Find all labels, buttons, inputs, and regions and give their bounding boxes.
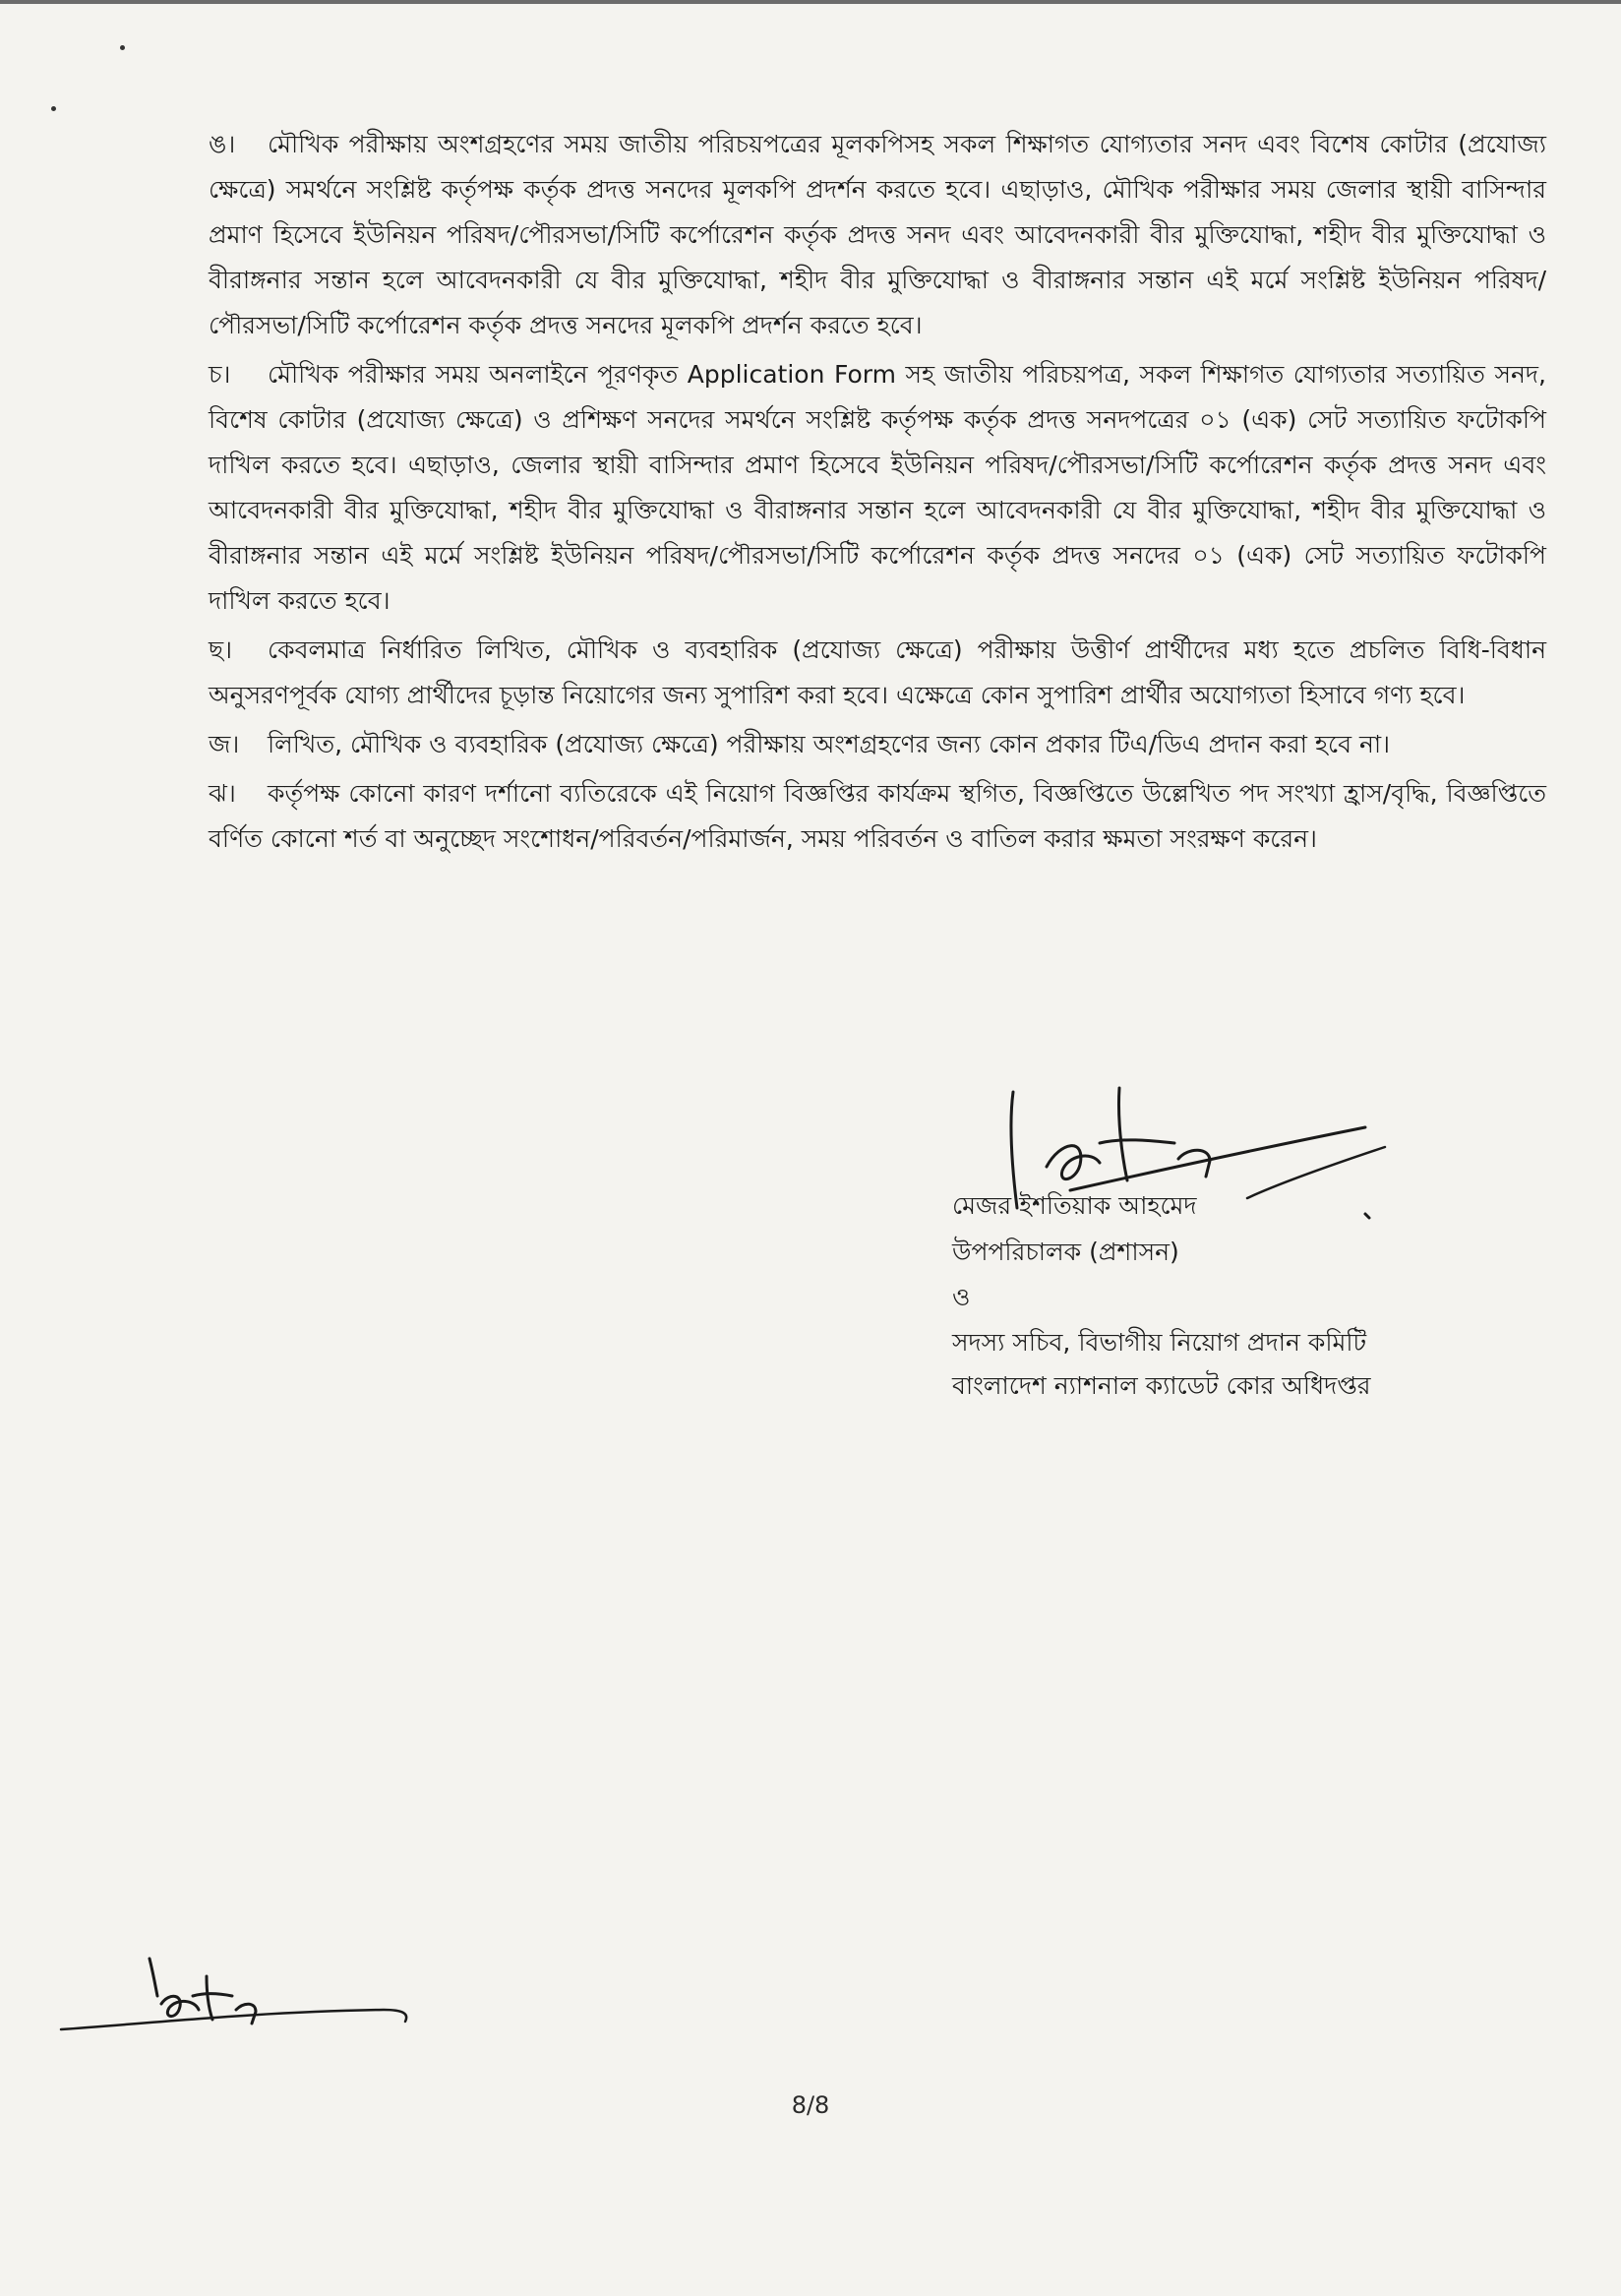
clause-jha — [209, 771, 1546, 862]
clause-chha — [209, 628, 1546, 718]
signatory-designation: উপপরিচালক (প্রশাসন) — [952, 1238, 1179, 1266]
clause-marker: ঝ। — [209, 779, 236, 808]
page-number: 8/8 — [791, 2091, 830, 2119]
initials-signature — [59, 1953, 433, 2061]
signatory-conjunction: ও — [952, 1283, 971, 1311]
signatory-name: মেজর ইশতিয়াক আহমেদ — [952, 1191, 1197, 1220]
clause-text: মৌখিক পরীক্ষার সময় অনলাইনে পূরণকৃত Application Form সহ জাতীয় পরিচয়পত্র, সকল শিক্ষাগত যোগ্যতার সত্যায়িত সনদ, বিশেষ কোটার (প্রযোজ্য ক্ষেত্রে) ও প্রশিক্ষণ সনদের সমর্থনে সংশ্লিষ্ট কর্তৃপক্ষ কর্তৃক প্রদত্ত সনদপত্রের ০১ (এক) সেট সত্যায়িত ফটোকপি দাখিল করতে হবে। এছাড়াও, জেলার স্থায়ী বাসিন্দার প্রমাণ হিসেবে ইউনিয়ন পরিষদ/পৌরসভা/সিটি কর্পোরেশন কর্তৃক প্রদত্ত সনদ এবং আবেদনকারী বীর মুক্তিযোদ্ধা, শহীদ বীর মুক্তিযোদ্ধা ও বীরাঙ্গনার সন্তান হলে আবেদনকারী যে বীর মুক্তিযোদ্ধা, শহীদ বীর মুক্তিযোদ্ধা ও বীরাঙ্গনার সন্তান এই মর্মে সংশ্লিষ্ট ইউনিয়ন পরিষদ/পৌরসভা/সিটি কর্পোরেশন কর্তৃক প্রদত্ত সনদের ০১ (এক) সেট সত্যায়িত ফটোকপি দাখিল করতে হবে। — [209, 360, 1547, 615]
clause-cha — [209, 352, 1546, 624]
clause-ja — [209, 722, 1546, 767]
clause-text: মৌখিক পরীক্ষায় অংশগ্রহণের সময় জাতীয় পরিচয়পত্রের মূলকপিসহ সকল শিক্ষাগত যোগ্যতার সনদ এবং বিশেষ কোটার (প্রযোজ্য ক্ষেত্রে) সমর্থনে সংশ্লিষ্ট কর্তৃপক্ষ কর্তৃক প্রদত্ত সনদের মূলকপি প্রদর্শন করতে হবে। এছাড়াও, মৌখিক পরীক্ষার সময় জেলার স্থায়ী বাসিন্দার প্রমাণ হিসেবে ইউনিয়ন পরিষদ/পৌরসভা/সিটি কর্পোরেশন কর্তৃক প্রদত্ত সনদ এবং আবেদনকারী বীর মুক্তিযোদ্ধা, শহীদ বীর মুক্তিযোদ্ধা ও বীরাঙ্গনার সন্তান হলে আবেদনকারী যে বীর মুক্তিযোদ্ধা, শহীদ বীর মুক্তিযোদ্ধা ও বীরাঙ্গনার সন্তান এই মর্মে সংশ্লিষ্ট ইউনিয়ন পরিষদ/পৌরসভা/সিটি কর্পোরেশন কর্তৃক প্রদত্ত সনদের মূলকপি প্রদর্শন করতে হবে। — [209, 130, 1546, 339]
scan-speck — [120, 45, 125, 50]
document-body — [209, 122, 1546, 866]
scan-speck — [51, 106, 56, 111]
signatory-role: সদস্য সচিব, বিভাগীয় নিয়োগ প্রদান কমিটি — [952, 1328, 1367, 1357]
clause-text: লিখিত, মৌখিক ও ব্যবহারিক (প্রযোজ্য ক্ষেত্রে) পরীক্ষায় অংশগ্রহণের জন্য কোন প্রকার টিএ/ডিএ প্রদান করা হবে না। — [268, 730, 1391, 758]
clause-uma — [209, 122, 1546, 348]
clause-marker: ঙ। — [209, 130, 236, 158]
clause-text: কর্তৃপক্ষ কোনো কারণ দর্শানো ব্যতিরেকে এই নিয়োগ বিজ্ঞপ্তির কার্যক্রম স্থগিত, বিজ্ঞপ্তিতে উল্লেখিত পদ সংখ্যা হ্রাস/বৃদ্ধি, বিজ্ঞপ্তিতে বর্ণিত কোনো শর্ত বা অনুচ্ছেদ সংশোধন/পরিবর্তন/পরিমার্জন, সময় পরিবর্তন ও বাতিল করার ক্ষমতা সংরক্ষণ করেন। — [209, 779, 1546, 853]
clause-marker: চ। — [209, 360, 231, 389]
signatory-organization: বাংলাদেশ ন্যাশনাল ক্যাডেট কোর অধিদপ্তর — [952, 1371, 1371, 1400]
clause-marker: জ। — [209, 730, 240, 758]
clause-text: কেবলমাত্র নির্ধারিত লিখিত, মৌখিক ও ব্যবহারিক (প্রযোজ্য ক্ষেত্রে) পরীক্ষায় উত্তীর্ণ প্রার্থীদের মধ্য হতে প্রচলিত বিধি-বিধান অনুসরণপূর্বক যোগ্য প্রার্থীদের চূড়ান্ত নিয়োগের জন্য সুপারিশ করা হবে। এক্ষেত্রে কোন সুপারিশ প্রার্থীর অযোগ্যতা হিসাবে গণ্য হবে। — [209, 635, 1546, 709]
top-edge-rule — [0, 0, 1621, 4]
clause-marker: ছ। — [209, 635, 233, 664]
